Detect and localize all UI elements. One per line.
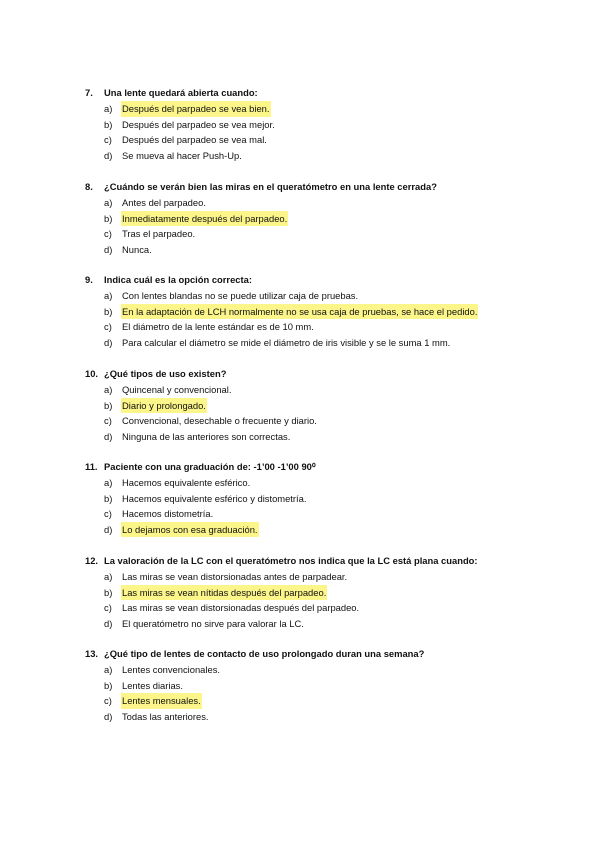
option-a <box>0 195 599 211</box>
option-letter: d) <box>104 523 113 535</box>
question-header <box>0 459 599 475</box>
option-c <box>0 226 599 242</box>
option-text: Nunca. <box>122 243 152 255</box>
question-header <box>0 179 599 195</box>
question-number: 8. <box>85 181 93 192</box>
option-a <box>0 569 599 585</box>
question-text: ¿Qué tipos de uso existen? <box>104 368 227 379</box>
option-b <box>0 491 599 507</box>
option-text: Las miras se vean distorsionadas antes de parpadear. <box>122 571 348 582</box>
option-text: Convencional, desechable o frecuente y diario. <box>122 415 317 427</box>
option-c <box>0 413 599 429</box>
question-text: Indica cuál es la opción correcta: <box>104 274 252 285</box>
option-c <box>0 132 599 148</box>
option-text: Tras el parpadeo. <box>122 228 196 240</box>
option-text: El diámetro de la lente estándar es de 10 mm. <box>122 321 314 333</box>
question-11 <box>0 459 599 537</box>
question-text: ¿Qué tipo de lentes de contacto de uso prolongado duran una semana? <box>104 648 425 659</box>
question-header <box>0 553 599 569</box>
option-letter: a) <box>104 664 113 675</box>
option-text: Las miras se vean distorsionadas después del parpadeo. <box>122 602 360 614</box>
question-number: 11. <box>85 461 98 472</box>
option-text: Se mueva al hacer Push-Up. <box>122 149 242 161</box>
option-text: Con lentes blandas no se puede utilizar caja de pruebas. <box>122 290 359 301</box>
option-d <box>0 429 599 445</box>
option-a <box>0 101 599 117</box>
question-9 <box>0 272 599 350</box>
option-letter: c) <box>104 508 112 520</box>
option-text: Todas las anteriores. <box>122 710 209 722</box>
option-letter: d) <box>104 243 113 255</box>
option-letter: d) <box>104 336 113 348</box>
option-text-highlighted: En la adaptación de LCH normalmente no se usa caja de pruebas, se hace el pedido. <box>121 304 478 320</box>
question-header <box>0 272 599 288</box>
option-letter: b) <box>104 586 113 598</box>
option-text: Después del parpadeo se vea mejor. <box>122 118 275 130</box>
option-letter: c) <box>104 695 112 707</box>
option-text: Para calcular el diámetro se mide el diámetro de iris visible y se le suma 1 mm. <box>122 336 451 348</box>
option-text-highlighted: Diario y prolongado. <box>121 398 207 414</box>
option-letter: c) <box>104 228 112 240</box>
option-d <box>0 242 599 258</box>
option-text: Hacemos equivalente esférico. <box>122 477 251 488</box>
question-header <box>0 646 599 662</box>
option-letter: d) <box>104 430 113 442</box>
option-a <box>0 662 599 678</box>
question-12 <box>0 553 599 631</box>
question-number: 13. <box>85 648 99 659</box>
option-letter: b) <box>104 212 113 224</box>
option-text: El queratómetro no sirve para valorar la LC. <box>122 617 304 629</box>
option-c <box>0 693 599 709</box>
question-header <box>0 85 599 101</box>
option-c <box>0 319 599 335</box>
option-letter: a) <box>104 571 113 582</box>
option-d <box>0 335 599 351</box>
option-b <box>0 211 599 227</box>
option-letter: b) <box>104 492 113 504</box>
question-text: Una lente quedará abierta cuando: <box>104 87 258 98</box>
question-number: 9. <box>85 274 93 285</box>
option-letter: b) <box>104 118 113 130</box>
option-b <box>0 678 599 694</box>
question-number: 12. <box>85 555 99 566</box>
option-letter: b) <box>104 679 113 691</box>
option-letter: c) <box>104 415 112 427</box>
question-10 <box>0 366 599 444</box>
option-letter: c) <box>104 602 112 614</box>
question-text: Paciente con una graduación de: -1’00 -1’00 90⁰ <box>104 461 316 472</box>
option-text: Antes del parpadeo. <box>122 197 206 208</box>
option-text-highlighted: Lo dejamos con esa graduación. <box>121 522 259 538</box>
option-a <box>0 475 599 491</box>
option-text: Lentes diarias. <box>122 679 183 691</box>
question-text: La valoración de la LC con el queratómetro nos indica que la LC está plana cuando: <box>104 555 478 566</box>
option-a <box>0 288 599 304</box>
option-d <box>0 522 599 538</box>
question-header <box>0 366 599 382</box>
option-text: Ninguna de las anteriores son correctas. <box>122 430 291 442</box>
question-text: ¿Cuándo se verán bien las miras en el queratómetro en una lente cerrada? <box>104 181 437 192</box>
option-text-highlighted: Lentes mensuales. <box>121 693 202 709</box>
question-7 <box>0 85 599 163</box>
option-letter: b) <box>104 399 113 411</box>
option-text: Después del parpadeo se vea mal. <box>122 134 267 146</box>
option-letter: a) <box>104 384 113 395</box>
option-letter: a) <box>104 103 113 114</box>
option-a <box>0 382 599 398</box>
option-letter: c) <box>104 134 112 146</box>
option-letter: c) <box>104 321 112 333</box>
option-letter: a) <box>104 477 113 488</box>
question-8 <box>0 179 599 257</box>
option-d <box>0 148 599 164</box>
option-letter: a) <box>104 197 113 208</box>
option-text-highlighted: Inmediatamente después del parpadeo. <box>121 211 288 227</box>
option-d <box>0 709 599 725</box>
option-text: Hacemos distometría. <box>122 508 214 520</box>
option-letter: a) <box>104 290 113 301</box>
option-b <box>0 117 599 133</box>
option-b <box>0 398 599 414</box>
option-letter: d) <box>104 710 113 722</box>
option-d <box>0 616 599 632</box>
question-number: 7. <box>85 87 93 98</box>
option-text: Quincenal y convencional. <box>122 384 232 395</box>
option-text: Lentes convencionales. <box>122 664 220 675</box>
question-13 <box>0 646 599 724</box>
option-text: Hacemos equivalente esférico y distometría. <box>122 492 307 504</box>
option-text-highlighted: Las miras se vean nítidas después del parpadeo. <box>121 585 327 601</box>
option-letter: d) <box>104 617 113 629</box>
option-c <box>0 600 599 616</box>
option-text-highlighted: Después del parpadeo se vea bien. <box>121 101 271 117</box>
option-letter: b) <box>104 305 113 317</box>
option-c <box>0 506 599 522</box>
option-b <box>0 585 599 601</box>
option-letter: d) <box>104 149 113 161</box>
question-number: 10. <box>85 368 99 379</box>
option-b <box>0 304 599 320</box>
